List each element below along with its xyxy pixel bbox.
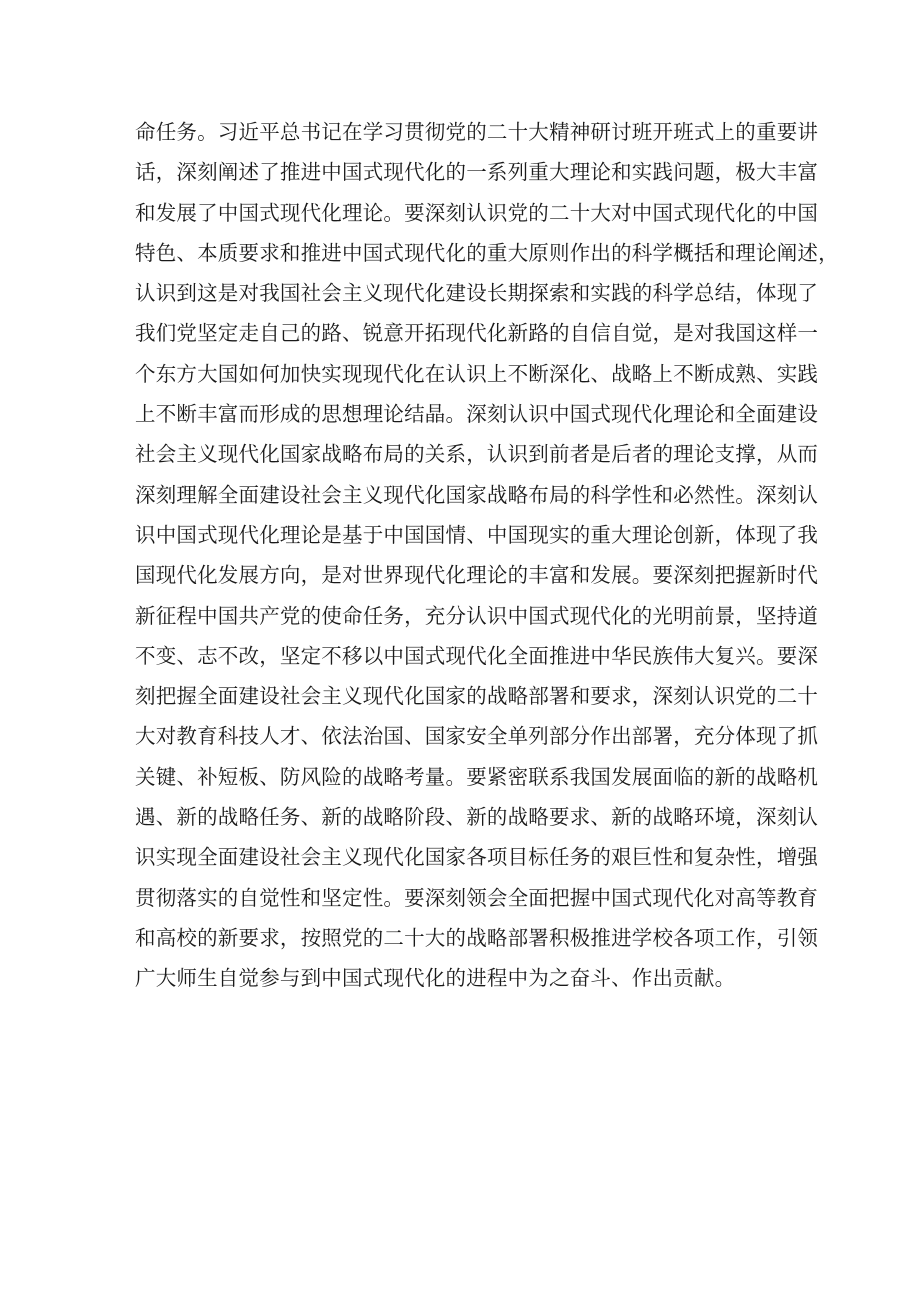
text-line: 不变、志不改，坚定不移以中国式现代化全面推进中华民族伟大复兴。要深 — [135, 643, 819, 668]
text-line: 大对教育科技人才、依法治国、国家安全单列部分作出部署，充分体现了抓 — [135, 724, 819, 749]
text-line: 命任务。习近平总书记在学习贯彻党的二十大精神研讨班开班式上的重要讲 — [135, 120, 819, 144]
text-line: 特色、本质要求和推进中国式现代化的重大原则作出的科学概括和理论阐述， — [135, 240, 839, 265]
text-line: 广大师生自觉参与到中国式现代化的进程中为之奋斗、作出贡献。 — [135, 966, 736, 991]
text-line: 个东方大国如何加快实现现代化在认识上不断深化、战略上不断成熟、实践 — [135, 361, 819, 386]
text-line: 识实现全面建设社会主义现代化国家各项目标任务的艰巨性和复杂性，增强 — [135, 845, 819, 870]
text-line: 我们党坚定走自己的路、锐意开拓现代化新路的自信自觉，是对我国这样一 — [135, 321, 819, 346]
text-line: 新征程中国共产党的使命任务，充分认识中国式现代化的光明前景，坚持道 — [135, 603, 819, 628]
text-line: 关键、补短板、防风险的战略考量。要紧密联系我国发展面临的新的战略机 — [135, 764, 819, 789]
text-line: 和高校的新要求，按照党的二十大的战略部署积极推进学校各项工作，引领 — [135, 925, 819, 950]
text-line: 国现代化发展方向，是对世界现代化理论的丰富和发展。要深刻把握新时代 — [135, 563, 819, 588]
text-line: 识中国式现代化理论是基于中国国情、中国现实的重大理论创新，体现了我 — [135, 522, 819, 547]
text-line: 遇、新的战略任务、新的战略阶段、新的战略要求、新的战略环境，深刻认 — [135, 805, 819, 830]
text-line: 深刻理解全面建设社会主义现代化国家战略布局的科学性和必然性。深刻认 — [135, 482, 819, 507]
body-paragraph — [135, 112, 839, 999]
text-line: 社会主义现代化国家战略布局的关系，认识到前者是后者的理论支撑，从而 — [135, 442, 819, 467]
text-line: 上不断丰富而形成的思想理论结晶。深刻认识中国式现代化理论和全面建设 — [135, 402, 819, 427]
text-line: 贯彻落实的自觉性和坚定性。要深刻领会全面把握中国式现代化对高等教育 — [135, 885, 819, 910]
text-line: 认识到这是对我国社会主义现代化建设长期探索和实践的科学总结，体现了 — [135, 281, 819, 306]
text-line: 刻把握全面建设社会主义现代化国家的战略部署和要求，深刻认识党的二十 — [135, 684, 819, 709]
text-line: 话，深刻阐述了推进中国式现代化的一系列重大理论和实践问题，极大丰富 — [135, 160, 819, 185]
text-line: 和发展了中国式现代化理论。要深刻认识党的二十大对中国式现代化的中国 — [135, 200, 819, 225]
